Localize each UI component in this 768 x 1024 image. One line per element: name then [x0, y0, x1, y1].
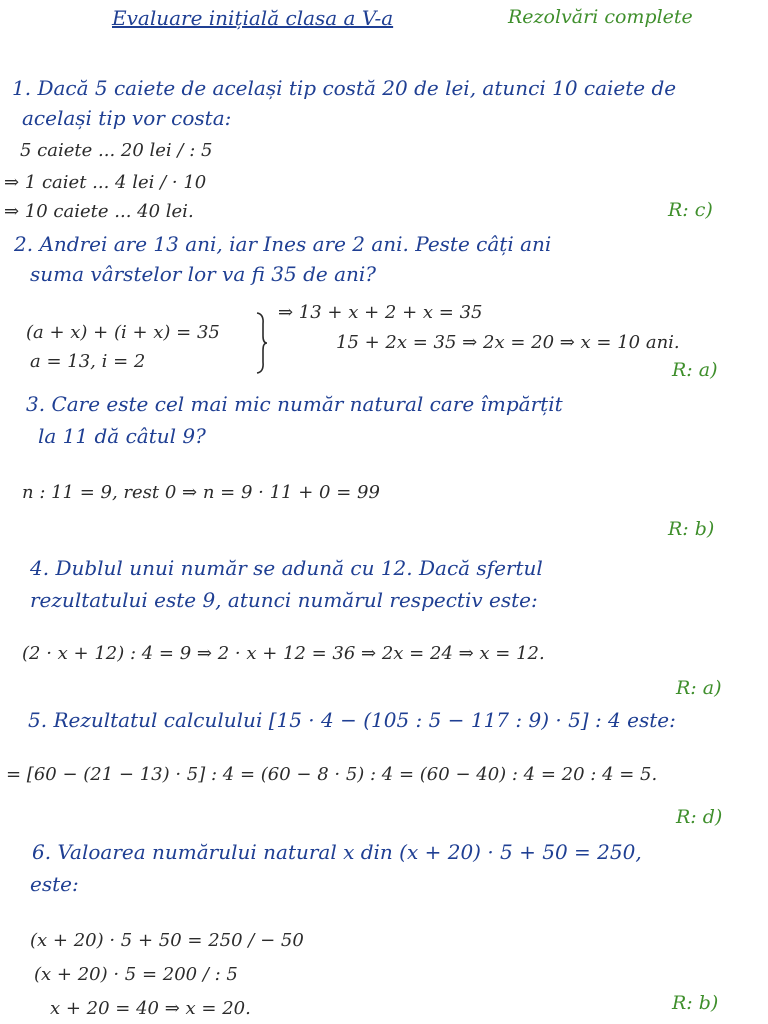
problem-2-work-step-1: ⇒ 13 + x + 2 + x = 35 — [278, 302, 483, 323]
problem-3-statement-line-1: 3. Care este cel mai mic număr natural care împărțit — [26, 392, 563, 416]
problem-4-answer: R: a) — [676, 677, 722, 699]
problem-1-statement-line-1: 1. Dacă 5 caiete de același tip costă 20 de lei, atunci 10 caiete de — [12, 76, 677, 100]
problem-1-work-line-3: ⇒ 10 caiete ... 40 lei. — [4, 201, 194, 222]
problem-4-work: (2 · x + 12) : 4 = 9 ⇒ 2 · x + 12 = 36 ⇒ 2x = 24 ⇒ x = 12. — [22, 643, 545, 664]
worksheet-title: Evaluare inițială clasa a V-a — [112, 6, 394, 30]
problem-6-work-line-3: x + 20 = 40 ⇒ x = 20. — [50, 998, 251, 1019]
problem-2-statement-line-1: 2. Andrei are 13 ani, iar Ines are 2 ani. Peste câți ani — [14, 232, 552, 256]
worksheet-subtitle: Rezolvări complete — [508, 6, 693, 28]
problem-2-answer: R: a) — [672, 359, 718, 381]
problem-1-work-line-1: 5 caiete ... 20 lei / : 5 — [20, 140, 213, 161]
problem-5-work: = [60 − (21 − 13) · 5] : 4 = (60 − 8 · 5) : 4 = (60 − 40) : 4 = 20 : 4 = 5. — [6, 764, 658, 785]
problem-4-statement-line-1: 4. Dublul unui număr se adună cu 12. Dacă sfertul — [30, 556, 543, 580]
problem-3-statement-line-2: la 11 dă câtul 9? — [38, 424, 206, 448]
problem-5-answer: R: d) — [676, 806, 723, 828]
curly-brace-icon — [256, 312, 268, 374]
problem-6-work-line-2: (x + 20) · 5 = 200 / : 5 — [34, 964, 238, 985]
problem-6-statement-line-1: 6. Valoarea numărului natural x din (x + 20) · 5 + 50 = 250, — [32, 840, 642, 864]
problem-6-work-line-1: (x + 20) · 5 + 50 = 250 / − 50 — [30, 930, 304, 951]
problem-2-work-equation: (a + x) + (i + x) = 35 — [26, 322, 220, 343]
problem-4-statement-line-2: rezultatului este 9, atunci numărul respectiv este: — [30, 588, 538, 612]
problem-3-answer: R: b) — [668, 518, 715, 540]
problem-2-work-step-2: 15 + 2x = 35 ⇒ 2x = 20 ⇒ x = 10 ani. — [336, 332, 680, 353]
problem-2-work-values: a = 13, i = 2 — [30, 351, 146, 372]
problem-2-statement-line-2: suma vârstelor lor va fi 35 de ani? — [30, 262, 377, 286]
problem-6-answer: R: b) — [672, 992, 719, 1014]
problem-1-work-line-2: ⇒ 1 caiet ... 4 lei / · 10 — [4, 172, 207, 193]
problem-1-answer: R: c) — [668, 199, 713, 221]
problem-3-work: n : 11 = 9, rest 0 ⇒ n = 9 · 11 + 0 = 99 — [22, 482, 380, 503]
problem-6-statement-line-2: este: — [30, 872, 79, 896]
problem-1-statement-line-2: același tip vor costa: — [22, 106, 232, 130]
problem-5-statement: 5. Rezultatul calculului [15 · 4 − (105 : 5 − 117 : 9) · 5] : 4 este: — [28, 708, 676, 732]
